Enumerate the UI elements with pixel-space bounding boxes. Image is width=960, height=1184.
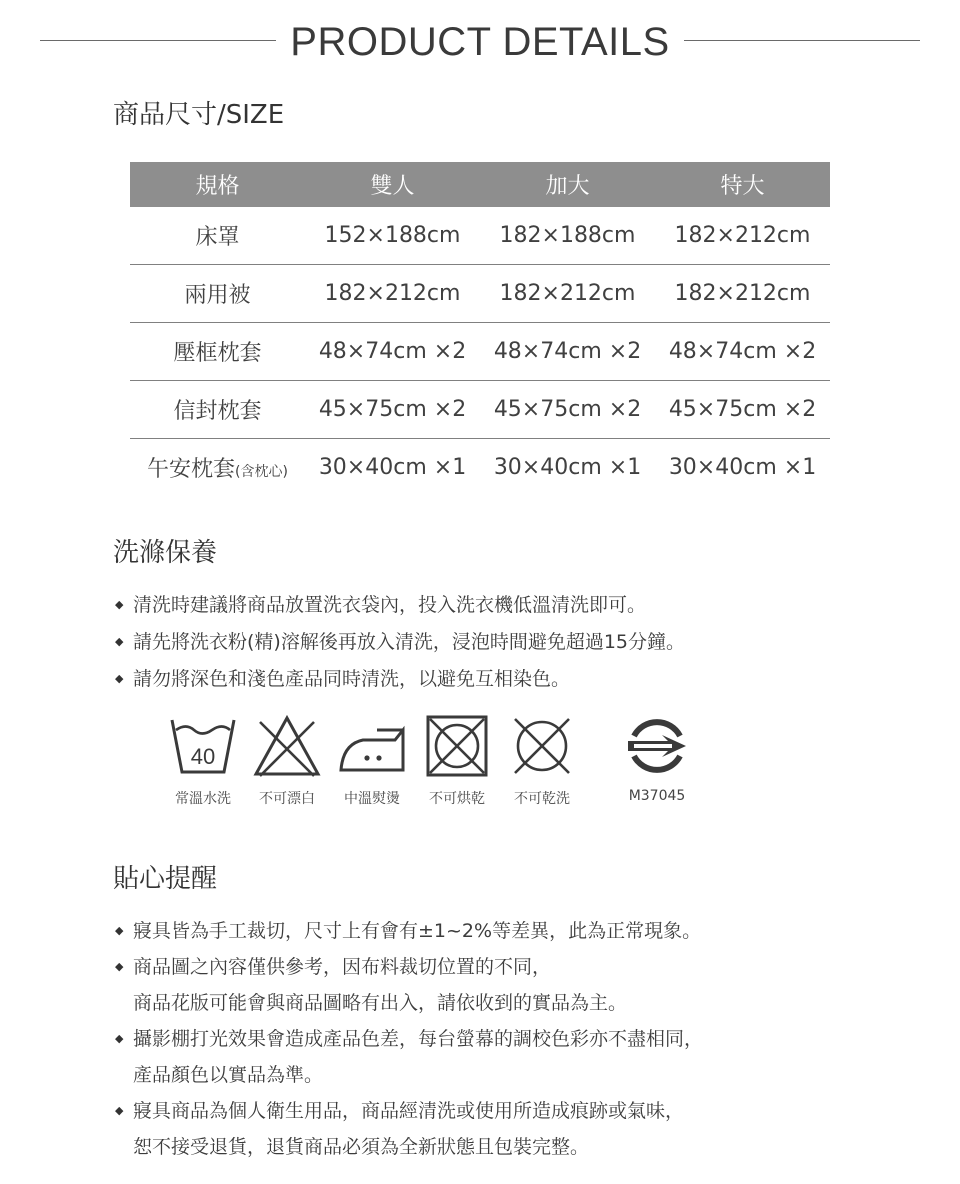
table-cell: 45×75cm ×2: [480, 381, 655, 439]
no-dry-clean-icon: [507, 714, 577, 808]
table-cell: 152×188cm: [305, 207, 480, 265]
item-name: 床罩: [195, 225, 240, 250]
diamond-bullet-icon: ◆: [115, 1104, 124, 1117]
column-header-king: 特大: [655, 162, 830, 207]
no-tumble-dry-icon: [422, 714, 492, 808]
icon-label: 不可烘乾: [429, 791, 485, 807]
list-item-line: 商品圖之內容僅供參考，因布料裁切位置的不同，: [133, 956, 552, 978]
list-item: [113, 949, 873, 1021]
row-label: [130, 439, 305, 497]
table-cell: 48×74cm ×2: [305, 323, 480, 381]
list-item-text: 請先將洗衣粉(精)溶解後再放入清洗，浸泡時間避免超過15分鐘。: [133, 631, 686, 653]
list-item-line: 攝影棚打光效果會造成產品色差，每台螢幕的調校色彩亦不盡相同，: [133, 1028, 704, 1050]
list-item: [113, 590, 873, 627]
diamond-bullet-icon: ◆: [115, 960, 124, 973]
list-item-text: 請勿將深色和淺色產品同時清洗，以避免互相染色。: [133, 668, 571, 690]
column-header-queen: 加大: [480, 162, 655, 207]
list-item-line: 恕不接受退貨，退貨商品必須為全新狀態且包裝完整。: [133, 1136, 590, 1158]
size-section-title: 商品尺寸/SIZE: [113, 100, 285, 130]
table-cell: 182×212cm: [655, 265, 830, 323]
diamond-bullet-icon: ◆: [115, 672, 124, 685]
table-cell: 30×40cm ×1: [493, 455, 642, 480]
list-item: [113, 1021, 873, 1093]
diamond-bullet-icon: ◆: [115, 1032, 124, 1045]
list-item-line: 產品顏色以實品為準。: [133, 1064, 324, 1086]
row-label: [130, 265, 305, 323]
page-title: PRODUCT DETAILS: [290, 20, 670, 64]
iron-medium-icon: [337, 714, 407, 808]
bsmi-mark-icon: [622, 714, 692, 804]
table-cell: 182×212cm: [655, 207, 830, 265]
icon-label: 不可乾洗: [514, 791, 570, 807]
icon-label: 常溫水洗: [175, 791, 231, 807]
care-list: [113, 590, 873, 701]
list-item-line: 寢具商品為個人衛生用品，商品經清洗或使用所造成痕跡或氣味，: [133, 1100, 685, 1122]
list-item: [113, 627, 873, 664]
certification-number: M37045: [628, 788, 686, 804]
row-label: [130, 323, 305, 381]
table-cell: 45×75cm ×2: [655, 381, 830, 439]
reminder-section-title: 貼心提醒: [113, 864, 218, 894]
care-section-title: 洗滌保養: [113, 538, 218, 568]
table-cell: 182×212cm: [305, 265, 480, 323]
table-cell: 30×40cm ×1: [668, 455, 817, 480]
table-row: [130, 207, 830, 265]
diamond-bullet-icon: ◆: [115, 924, 124, 937]
table-cell: 48×74cm ×2: [480, 323, 655, 381]
header-divider-right: [684, 40, 920, 41]
list-item-line: 商品花版可能會與商品圖略有出入，請依收到的實品為主。: [133, 992, 628, 1014]
table-row: [130, 323, 830, 381]
table-cell: 30×40cm ×1: [318, 455, 467, 480]
item-name: 壓框枕套: [173, 341, 262, 366]
list-item: [113, 1093, 873, 1165]
list-item: [113, 913, 873, 949]
care-icons: [160, 714, 720, 824]
table-cell: 182×188cm: [480, 207, 655, 265]
table-row: [130, 381, 830, 439]
row-label: [130, 381, 305, 439]
page-header: [0, 18, 960, 66]
no-bleach-icon: [252, 714, 322, 808]
table-row: [130, 439, 830, 497]
table-cell: 182×212cm: [480, 265, 655, 323]
diamond-bullet-icon: ◆: [115, 635, 124, 648]
item-name: 兩用被: [184, 283, 251, 308]
column-header-double: 雙人: [305, 162, 480, 207]
size-table: [130, 162, 830, 496]
list-item: [113, 664, 873, 701]
item-name: 午安枕套: [147, 457, 236, 482]
diamond-bullet-icon: ◆: [115, 598, 124, 611]
item-name: 信封枕套: [173, 399, 262, 424]
table-cell: 45×75cm ×2: [305, 381, 480, 439]
row-label: [130, 207, 305, 265]
wash-40-icon: [168, 714, 238, 808]
wash-temp: 40: [190, 744, 216, 769]
reminder-list: [113, 913, 873, 1165]
column-header-spec: 規格: [130, 162, 305, 207]
list-item-text: 清洗時建議將商品放置洗衣袋內，投入洗衣機低溫清洗即可。: [133, 594, 647, 616]
list-item-line: 寢具皆為手工裁切，尺寸上有會有±1~2%等差異，此為正常現象。: [133, 920, 702, 942]
item-note: (含枕心): [235, 464, 288, 480]
size-table-header-row: [130, 162, 830, 207]
table-cell: 48×74cm ×2: [655, 323, 830, 381]
icon-label: 中溫熨燙: [344, 791, 400, 807]
table-row: [130, 265, 830, 323]
icon-label: 不可漂白: [259, 791, 315, 807]
